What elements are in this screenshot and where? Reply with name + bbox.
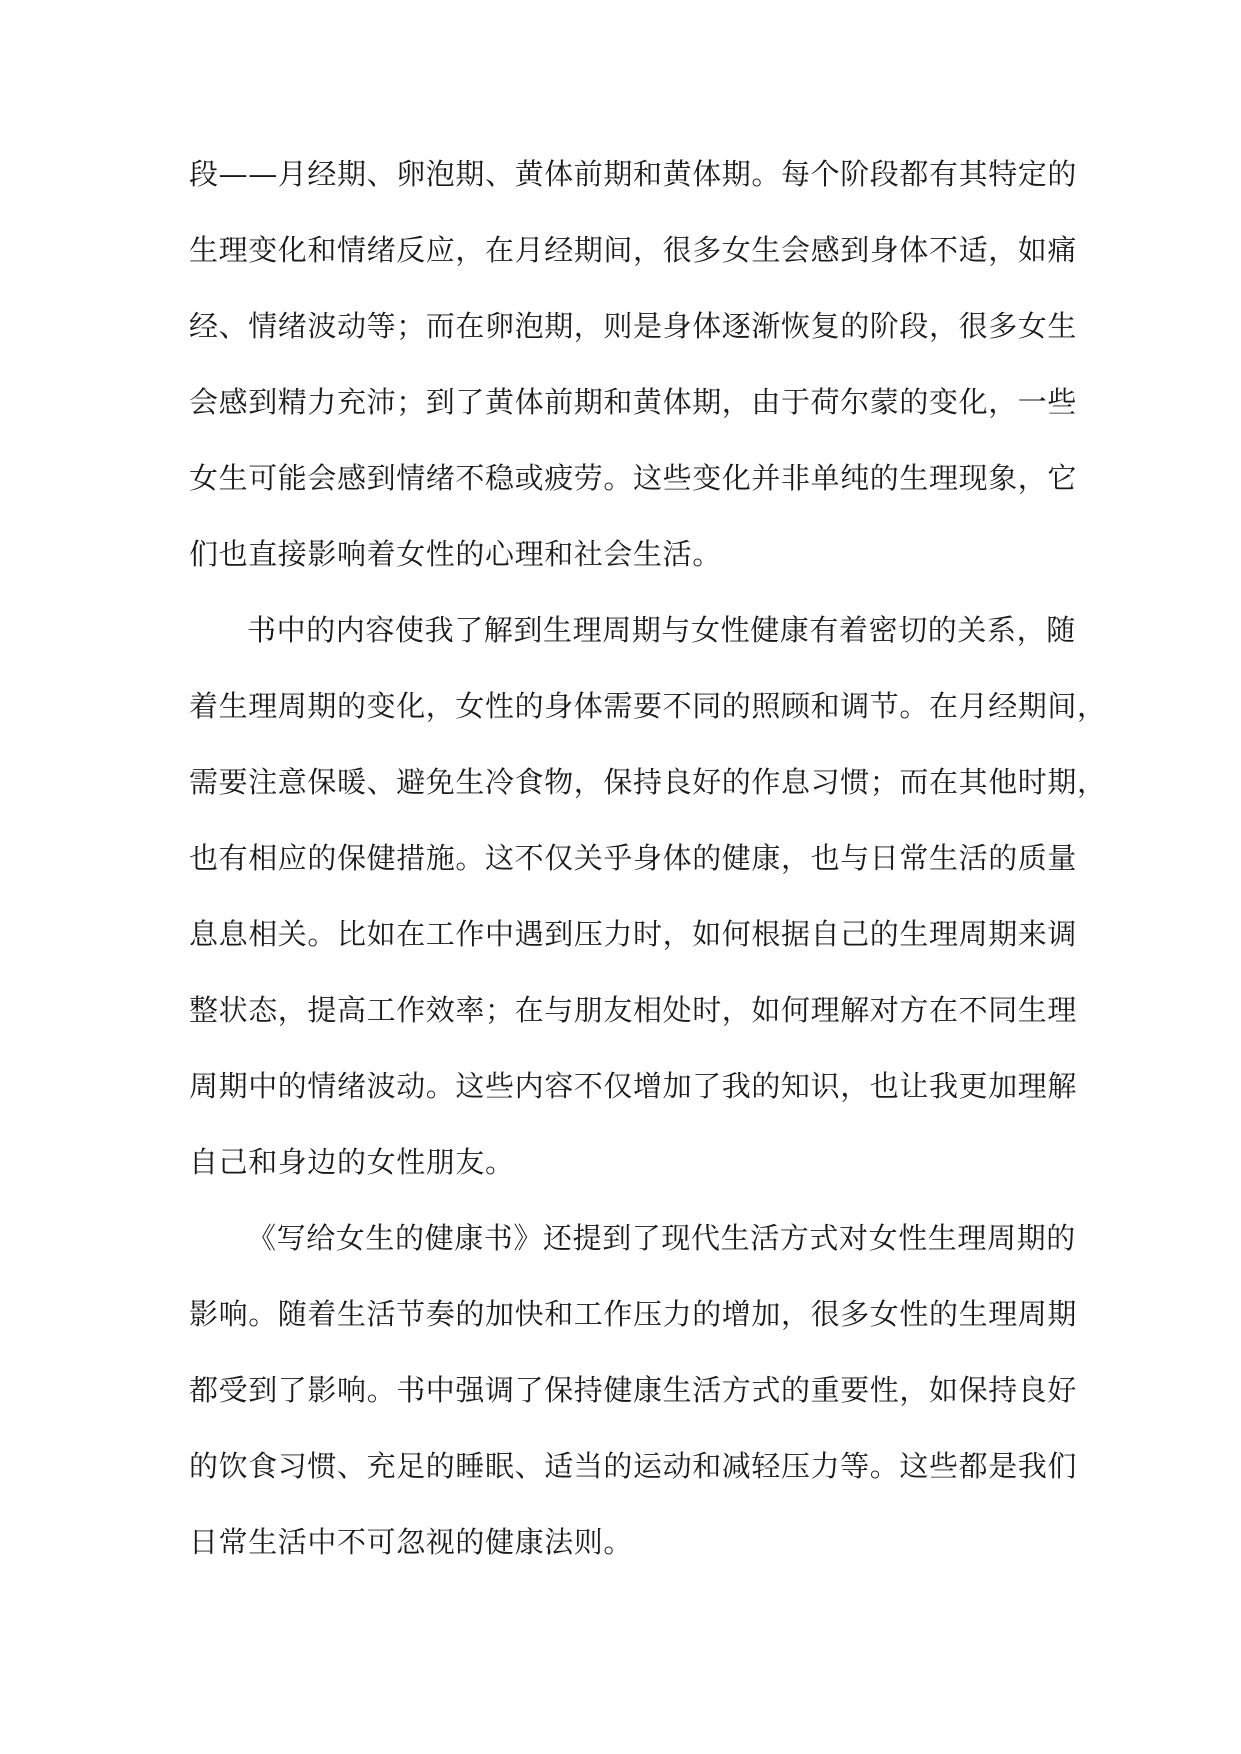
paragraph-3 bbox=[189, 1209, 1078, 1589]
paragraph-line: 都受到了影响。书中强调了保持健康生活方式的重要性，如保持良好 bbox=[189, 1373, 1078, 1407]
document-body bbox=[189, 145, 1107, 1589]
paragraph-line: 生理变化和情绪反应，在月经期间，很多女生会感到身体不适，如痛 bbox=[189, 233, 1078, 267]
paragraph-line: 息息相关。比如在工作中遇到压力时，如何根据自己的生理周期来调 bbox=[189, 917, 1078, 951]
paragraph-line: 整状态，提高工作效率；在与朋友相处时，如何理解对方在不同生理 bbox=[189, 993, 1078, 1027]
paragraph-line: 们也直接影响着女性的心理和社会生活。 bbox=[189, 537, 722, 571]
paragraph-line: 会感到精力充沛；到了黄体前期和黄体期，由于荷尔蒙的变化，一些 bbox=[189, 385, 1078, 419]
paragraph-line: 《写给女生的健康书》还提到了现代生活方式对女性生理周期的 bbox=[247, 1221, 1076, 1255]
paragraph-line: 经、情绪波动等；而在卵泡期，则是身体逐渐恢复的阶段，很多女生 bbox=[189, 309, 1078, 343]
paragraph-line: 影响。随着生活节奏的加快和工作压力的增加，很多女性的生理周期 bbox=[189, 1297, 1078, 1331]
paragraph-line: 女生可能会感到情绪不稳或疲劳。这些变化并非单纯的生理现象，它 bbox=[189, 461, 1078, 495]
paragraph-line: 周期中的情绪波动。这些内容不仅增加了我的知识，也让我更加理解 bbox=[189, 1069, 1078, 1103]
paragraph-line: 也有相应的保健措施。这不仅关乎身体的健康，也与日常生活的质量 bbox=[189, 841, 1078, 875]
paragraph-line: 自己和身边的女性朋友。 bbox=[189, 1145, 515, 1179]
paragraph-line: 的饮食习惯、充足的睡眠、适当的运动和减轻压力等。这些都是我们 bbox=[189, 1449, 1078, 1483]
paragraph-line: 书中的内容使我了解到生理周期与女性健康有着密切的关系，随 bbox=[247, 613, 1076, 647]
paragraph-line: 日常生活中不可忽视的健康法则。 bbox=[189, 1525, 634, 1559]
paragraph-line: 段——月经期、卵泡期、黄体前期和黄体期。每个阶段都有其特定的 bbox=[189, 157, 1078, 191]
paragraph-2 bbox=[189, 601, 1107, 1209]
paragraph-1 bbox=[189, 145, 1078, 601]
paragraph-line: 需要注意保暖、避免生冷食物，保持良好的作息习惯；而在其他时期， bbox=[189, 765, 1107, 799]
paragraph-line: 着生理周期的变化，女性的身体需要不同的照顾和调节。在月经期间， bbox=[189, 689, 1107, 723]
